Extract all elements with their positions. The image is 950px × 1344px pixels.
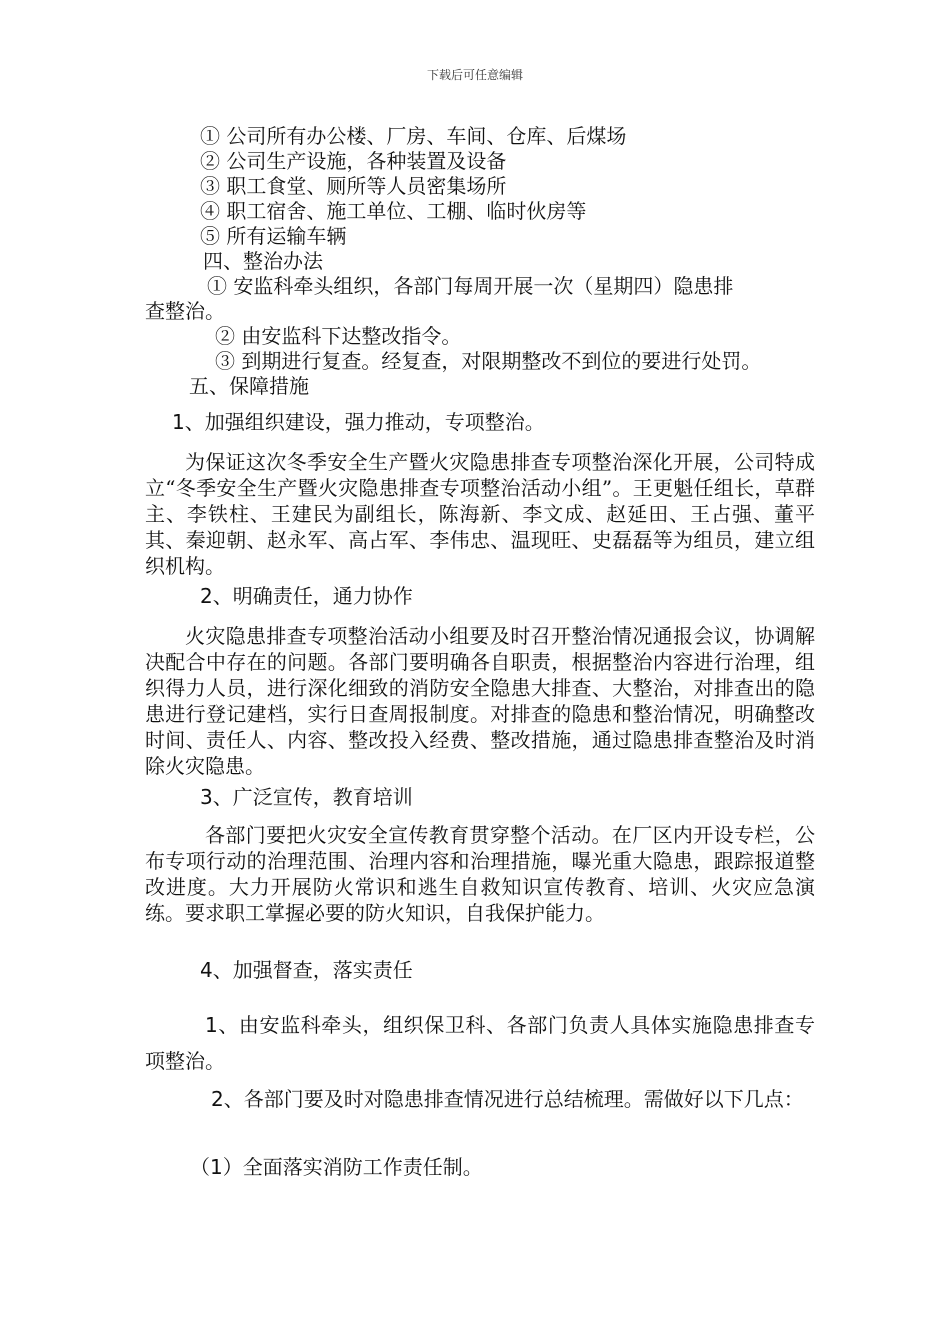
section-5-heading: 五、保障措施 [189, 374, 309, 398]
measure-1-body: 为保证这次冬季安全生产暨火灾隐患排查专项整治深化开展，公司特成立“冬季安全生产暨火灾隐患排查专项整治活动小组”。王更魁任组长，草群主、李铁柱、王建民为副组长，陈海新、李文成、赵延田、王占强、董平其、秦迎朝、赵永军、高占军、李伟忠、温现旺、史磊磊等为组员，建立组织机构。 [145, 450, 815, 578]
section-4-item-1-line-2: 查整治。 [145, 299, 225, 323]
page-header: 下载后可任意编辑 [426, 68, 523, 82]
section-4-item-3: ③ 到期进行复查。经复查，对限期整改不到位的要进行处罚。 [215, 349, 762, 373]
measure-2-heading: 2、明确责任，通力协作 [200, 584, 413, 608]
section-4-item-1-line-1: ① 安监科牵头组织，各部门每周开展一次（星期四）隐患排 [207, 274, 734, 298]
measure-3-body: 各部门要把火灾安全宣传教育贯穿整个活动。在厂区内开设专栏，公布专项行动的治理范围、治理内容和治理措施，曝光重大隐患，跟踪报道整改进度。大力开展防火常识和逃生自救知识宣传教育、培训、火灾应急演练。要求职工掌握必要的防火知识，自我保护能力。 [145, 823, 815, 925]
measure-3-heading: 3、广泛宣传，教育培训 [200, 785, 413, 809]
scope-item-3: ③ 职工食堂、厕所等人员密集场所 [200, 174, 507, 198]
measure-4-heading: 4、加强督查，落实责任 [200, 958, 413, 982]
sub-item-1: 1、由安监科牵头，组织保卫科、各部门负责人具体实施隐患排查专项整治。 [145, 1013, 815, 1073]
scope-item-1: ① 公司所有办公楼、厂房、车间、仓库、后煤场 [200, 124, 627, 148]
measure-2-body: 火灾隐患排查专项整治活动小组要及时召开整治情况通报会议，协调解决配合中存在的问题。各部门要明确各自职责，根据整治内容进行治理，组织得力人员，进行深化细致的消防安全隐患大排查、大整治，对排查出的隐患进行登记建档，实行日查周报制度。对排查的隐患和整治情况，明确整改时间、责任人、内容、整改投入经费、整改措施，通过隐患排查整治及时消除火灾隐患。 [145, 624, 815, 778]
section-4-item-2: ② 由安监科下达整改指令。 [215, 324, 462, 348]
scope-item-2: ② 公司生产设施，各种装置及设备 [200, 149, 507, 173]
sub-item-2: 2、各部门要及时对隐患排查情况进行总结梳理。需做好以下几点： [211, 1087, 804, 1111]
point-1: （1）全面落实消防工作责任制。 [190, 1155, 483, 1179]
section-4-heading: 四、整治办法 [203, 249, 323, 273]
scope-item-5: ⑤ 所有运输车辆 [200, 224, 347, 248]
scope-item-4: ④ 职工宿舍、施工单位、工棚、临时伙房等 [200, 199, 587, 223]
measure-1-heading: 1、加强组织建设，强力推动，专项整治。 [172, 410, 545, 434]
